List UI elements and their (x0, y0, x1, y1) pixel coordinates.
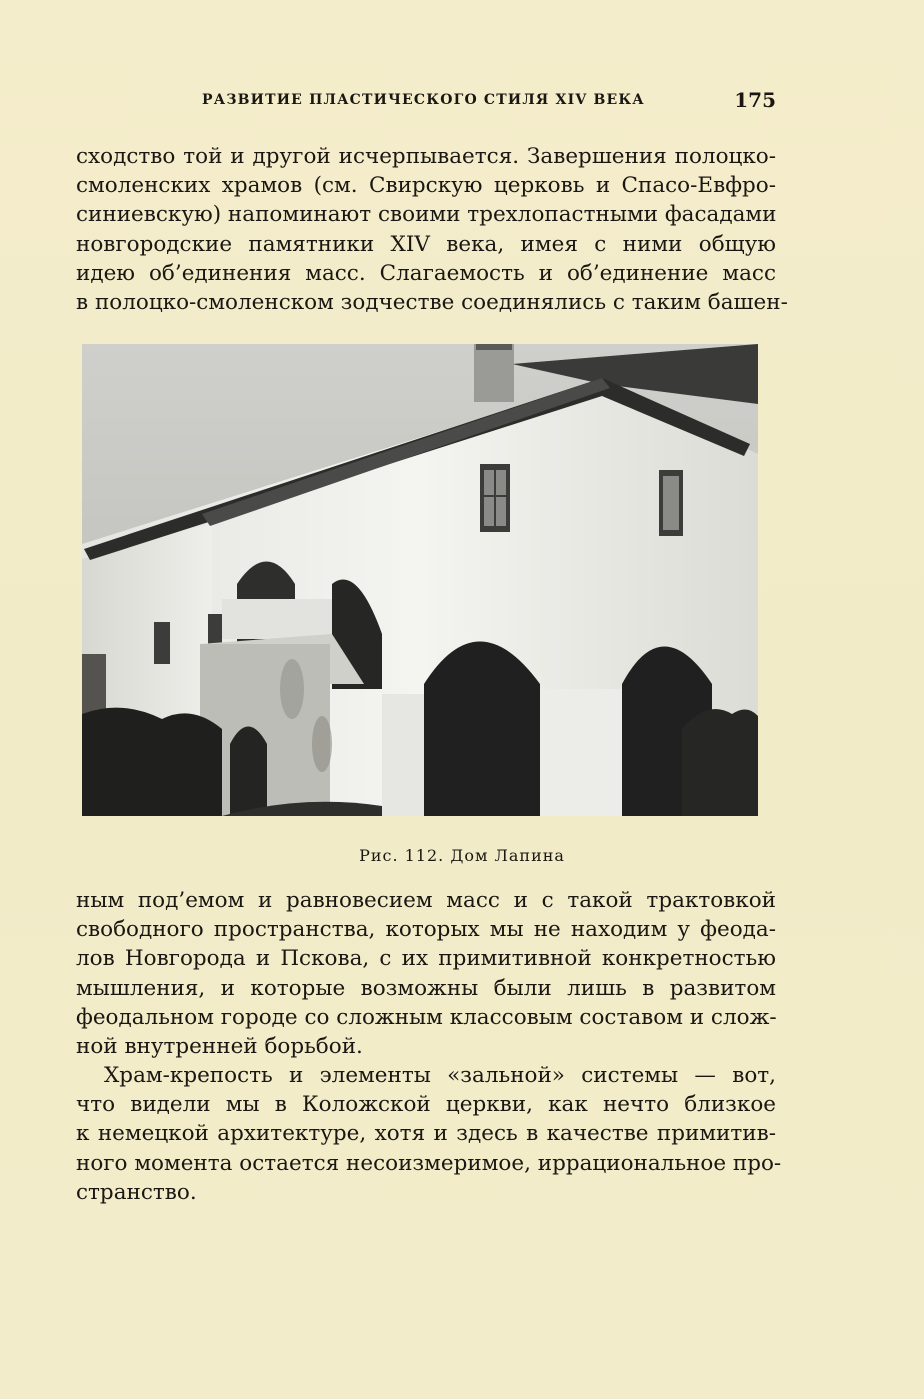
text-line: идею об’единения масс. Слагаемость и об’единение масс (76, 260, 776, 286)
paragraph-last (76, 1061, 782, 1207)
running-header (76, 88, 776, 118)
text-line: к немецкой архитектуре, хотя и здесь в качестве примитив- (76, 1121, 776, 1147)
text-line: смоленских храмов (см. Свирскую церковь и Спасо-Евфро- (76, 173, 776, 199)
text-line: ной внутренней борьбой. (76, 1033, 363, 1059)
text-line: сходство той и другой исчерпывается. Завершения полоцко- (76, 144, 776, 169)
figure-photo-lapin-house (82, 344, 758, 816)
paragraph-bottom (76, 886, 776, 1061)
running-header-title: РАЗВИТИЕ ПЛАСТИЧЕСКОГО СТИЛЯ XIV ВЕКА (202, 92, 645, 108)
building-photo-illustration (82, 344, 758, 816)
paragraph-top (76, 142, 788, 317)
text-line: что видели мы в Коложской церкви, как нечто близкое (76, 1092, 776, 1118)
text-line: мышления, и которые возможны были лишь в развитом (76, 975, 776, 1001)
figure-caption: Рис. 112. Дом Лапина (359, 846, 565, 865)
text-line: новгородские памятники XIV века, имея с ними общую (76, 231, 776, 257)
text-line: Храм-крепость и элементы «зальной» системы — вот, (104, 1063, 776, 1088)
text-line: странство. (76, 1179, 197, 1205)
text-line: синиевскую) напоминают своими трехлопастными фасадами (76, 202, 777, 228)
text-line: феодальном городе со сложным классовым составом и слож- (76, 1004, 777, 1030)
text-line: ным под’емом и равновесием масс и с такой трактовкой (76, 888, 776, 913)
text-line: лов Новгорода и Пскова, с их примитивной конкретностью (76, 946, 776, 972)
text-line: в полоцко-смоленском зодчестве соединялись с таким башен- (76, 289, 788, 315)
text-line: свободного пространства, которых мы не находим у феода- (76, 917, 776, 943)
text-line: ного момента остается несоизмеримое, иррациональное про- (76, 1150, 782, 1176)
page-number: 175 (734, 88, 776, 112)
